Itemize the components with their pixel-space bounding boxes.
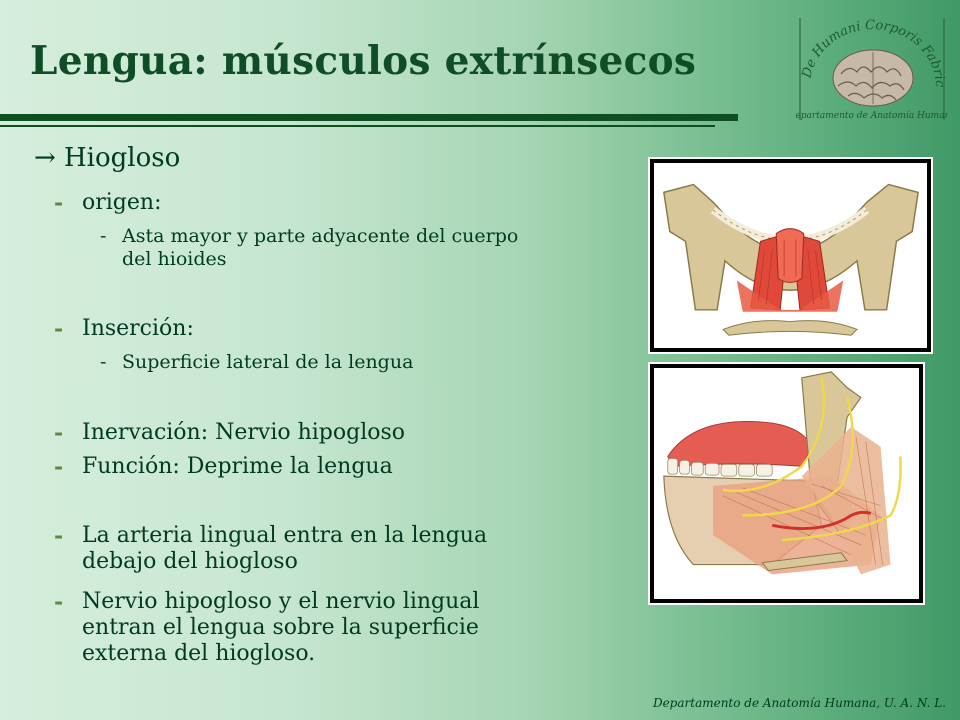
- list-item-label: Función: Deprime la lengua: [82, 454, 393, 479]
- dash-bullet-icon: -: [54, 589, 64, 615]
- footer-text: Departamento de Anatomía Humana, U. A. N. L.: [652, 696, 946, 710]
- list-item: [54, 316, 602, 342]
- title-rule-thick: [0, 114, 738, 121]
- list-item: [54, 523, 552, 575]
- dash-bullet-icon: -: [54, 454, 64, 480]
- department-logo: [796, 16, 948, 122]
- slide-title: Lengua: músculos extrínsecos: [30, 38, 697, 84]
- list-item-label: Inervación: Nervio hipogloso: [82, 420, 406, 445]
- mandible-floor-image: [648, 157, 933, 354]
- dash-bullet-icon: -: [54, 420, 64, 446]
- hyoglossus-lateral-illustration: [654, 368, 919, 599]
- hyoglossus-lateral-image: [648, 362, 925, 605]
- mandible-floor-illustration: [654, 163, 927, 348]
- svg-text:De Humani Corporis Fabrica: De Humani Corporis Fabric: [799, 17, 948, 88]
- title-rule-thin: [0, 125, 715, 127]
- list-item-label: Inserción:: [82, 316, 194, 341]
- sub-list-item: - Asta mayor y parte adyacente del cuerpo del hioides: [100, 225, 519, 270]
- list-item: [54, 454, 602, 480]
- list-item-label: La arteria lingual entra en la lengua debajo del hiogloso: [82, 523, 488, 574]
- arrow-bullet-icon: →: [34, 143, 56, 173]
- list-item: [54, 190, 602, 216]
- list-item-label: origen:: [82, 190, 162, 215]
- sub-list-item-text: Superficie lateral de la lengua: [122, 351, 414, 373]
- sub-list-item-text: Asta mayor y parte adyacente del cuerpo del hioides: [122, 225, 519, 270]
- sub-list-item: - Superficie lateral de la lengua: [100, 351, 414, 373]
- list-item: [54, 420, 602, 446]
- heading-text: Hiogloso: [64, 143, 181, 173]
- heading-item: [34, 143, 180, 173]
- list-item-label: Nervio hipogloso y el nervio lingual entran el lengua sobre la superficie externa del hiogloso.: [82, 589, 480, 666]
- dash-bullet-icon: -: [54, 316, 64, 342]
- logo-lower-text: Departamento de Anatomía Humana: [796, 111, 948, 121]
- dash-bullet-icon: -: [54, 523, 64, 549]
- dash-bullet-icon: -: [54, 190, 64, 216]
- list-item: [54, 589, 552, 667]
- brain-logo-icon: [796, 16, 948, 122]
